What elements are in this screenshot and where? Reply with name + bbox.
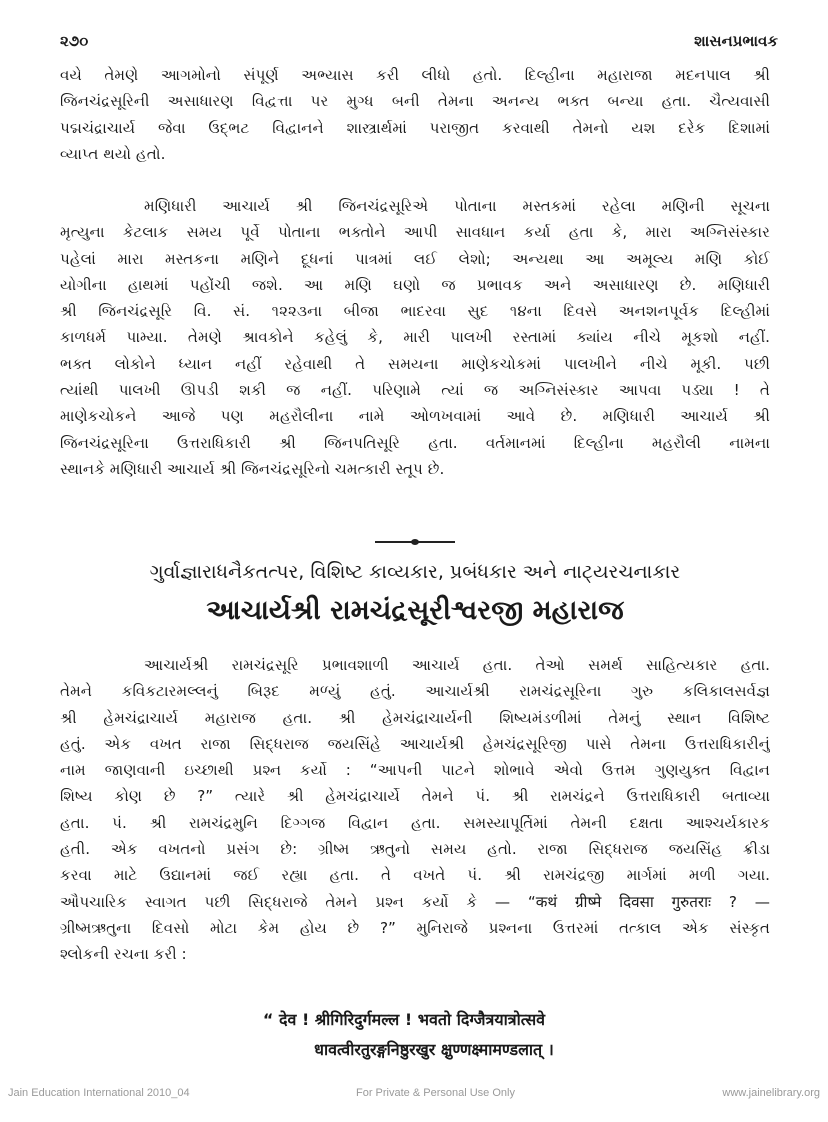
text-line: પહેલાં મારા મસ્તકના મણિને દૂધનાં પાત્રમાં લઈ લેશો; અન્યથા આ અમૂલ્ય મણિ કોઈ [60,249,770,268]
text-line: મણિધારી આચાર્ય શ્રી જિનચંદ્રસૂરિએ પોતાના મસ્તકમાં રહેલા મણિની સૂચના [144,197,770,215]
text-line: જિનચંદ્રસૂરિના ઉત્તરાધિકારી શ્રી જિનપતિસૂરિ હતા. વર્તમાનમાં દિલ્હીના મહરૌલી નામના [60,433,770,452]
text-line: શિષ્ય કોણ છે ?” ત્યારે શ્રી હેમચંદ્રાચાર્યે તેમને પં. શ્રી રામચંદ્રને ઉત્તરાધિકારી બતાવ્યા [60,787,770,806]
text-line: યોગીના હાથમાં પહોંચી જશે. આ મણિ ઘણો જ પ્રભાવક અને અસાધારણ છે. મણિધારી [60,275,770,294]
text-line: માણેકચોકને આજે પણ મહરૌલીના નામે ઓળખવામાં આવે છે. મણિધારી આચાર્ય શ્રી [60,407,770,426]
text-line: કાળધર્મ પામ્યા. તેમણે શ્રાવકોને કહેલું કે, મારી પાલખી રસ્તામાં ક્યાંય નીચે મૂકશો નહીં. [60,328,770,347]
paragraph-1 [60,62,770,167]
page-number: ૨૭૦ [60,32,89,50]
text-line: આચાર્યશ્રી રામચંદ્રસૂરિ પ્રભાવશાળી આચાર્ય હતા. તેઓ સમર્થ સાહિત્યકાર હતા. [144,656,770,674]
text-line: શ્લોકની રચના કરી : [60,945,187,964]
text-line: હતી. એક વખતનો પ્રસંગ છે: ગ્રીષ્મ ઋતુનો સમય હતો. રાજા સિદ્ધરાજ જયસિંહ ક્રીડા [60,840,770,859]
page-footer [8,1087,820,1103]
text-line: ત્યાંથી પાલખી ઊપડી શકી જ નહીં. પરિણામે ત્યાં જ અગ્નિસંસ્કાર આપવા પડ્યા ! તે [60,381,770,400]
sanskrit-verse-line-1: “ देव ! श्रीगिरिदुर्गमल्ल ! भवतो दिग्जैत्रयात्रोत्सवे [262,1010,546,1029]
text-line: જિનચંદ્રસૂરિની અસાધારણ વિદ્વત્તા પર મુગ્ધ બની તેમના અનન્ય ભક્ત બન્યા હતા. ચૈત્યવાસી [60,92,770,111]
text-line: નામ જાણવાની ઇચ્છાથી પ્રશ્ન કર્યો : “આપની પાટને શોભાવે એવો ઉત્તમ ગુણયુક્ત વિદ્વાન [60,761,770,780]
text-line: કરવા માટે ઉદ્યાનમાં જઈ રહ્યા હતા. તે વખતે પં. શ્રી રામચંદ્રજી માર્ગમાં મળી ગયા. [60,866,770,885]
text-line: ભક્ત લોકોને ધ્યાન નહીં રહેવાથી તે સમયના માણેકચોકમાં પાલખીને નીચે મૂકી. પછી [60,354,770,373]
text-line: મૃત્યુના કેટલાક સમય પૂર્વે પોતાના ભક્તોને આપી સાવધાન કર્યા હતા કે, મારા અગ્નિસંસ્કાર [60,223,770,242]
text-line: શ્રી હેમચંદ્રાચાર્ય મહારાજ હતા. શ્રી હેમચંદ્રાચાર્યની શિષ્યમંડળીમાં તેમનું સ્થાન વિશિષ્ટ [60,708,770,727]
text-line: તેમને કવિકટારમલ્લનું બિરૂદ મળ્યું હતું. આચાર્યશ્રી રામચંદ્રસૂરિના ગુરુ કલિકાલસર્વજ્ઞ [60,682,770,701]
text-line: હતા. પં. શ્રી રામચંદ્રમુનિ દિગ્ગજ વિદ્વાન હતા. સમસ્યાપૂર્તિમાં તેમની દક્ષતા આશ્ચર્યકારક [60,813,770,832]
text-line: વ્યાપ્ત થયો હતો. [60,144,166,163]
text-line: શ્રી જિનચંદ્રસૂરિ વિ. સં. ૧૨૨૩ના બીજા ભાદરવા સુદ ૧૪ના દિવસે અનશનપૂર્વક દિલ્હીમાં [60,302,770,321]
footer-website: www.jainelibrary.org [722,1087,820,1099]
text-line: હતું. એક વખત રાજા સિદ્ધરાજ જયસિંહે આચાર્યશ્રી હેમચંદ્રસૂરિજી પાસે તેમના ઉત્તરાધિકારીનું [60,734,770,753]
footer-usage-note: For Private & Personal Use Only [356,1087,515,1099]
section-divider-ornament [375,539,455,545]
section-heading: આચાર્યશ્રી રામચંદ્રસૂરીશ્વરજી મહારાજ [206,595,624,626]
text-line: સ્થાનકે મણિધારી આચાર્ય શ્રી જિનચંદ્રસૂરિનો ચમત્કારી સ્તૂપ છે. [60,459,445,478]
text-line: ગ્રીષ્મઋતુના દિવસો મોટા કેમ હોય છે ?” મુનિરાજે પ્રશ્નના ઉત્તરમાં તત્કાલ એક સંસ્કૃત [60,918,770,937]
text-line: વયે તેમણે આગમોનો સંપૂર્ણ અભ્યાસ કરી લીધો હતો. દિલ્હીના મહારાજા મદનપાલ શ્રી [60,66,770,84]
section-subheading: ગુર્વાજ્ઞારાધનૈકતત્પર, વિશિષ્ટ કાવ્યકાર, પ્રબંધકાર અને નાટ્યરચનાકાર [149,561,681,583]
sanskrit-verse-line-2: धावत्वीरतुरङ्गनिष्ठुरखुर क्षुण्णक्ष्मामण्डलात् । [314,1040,554,1059]
footer-publisher: Jain Education International 2010_04 [8,1087,190,1099]
text-line: પદ્મચંદ્રાચાર્ય જેવા ઉદ્ભટ વિદ્વાનને શાસ્ત્રાર્થમાં પરાજીત કરવાથી તેમનો યશ દરેક દિશામાં [60,118,770,137]
paragraph-3 [60,652,770,968]
book-title: શાસનપ્રભાવક [694,32,778,50]
divider-dot [411,539,419,545]
text-line: ઔપચારિક સ્વાગત પછી સિદ્ધરાજે તેમને પ્રશ્ન કર્યો કે — “कथं ग्रीष्मे दिवसा गुरुतराः ? — [60,892,770,911]
running-head [60,32,778,56]
paragraph-2 [60,193,770,482]
